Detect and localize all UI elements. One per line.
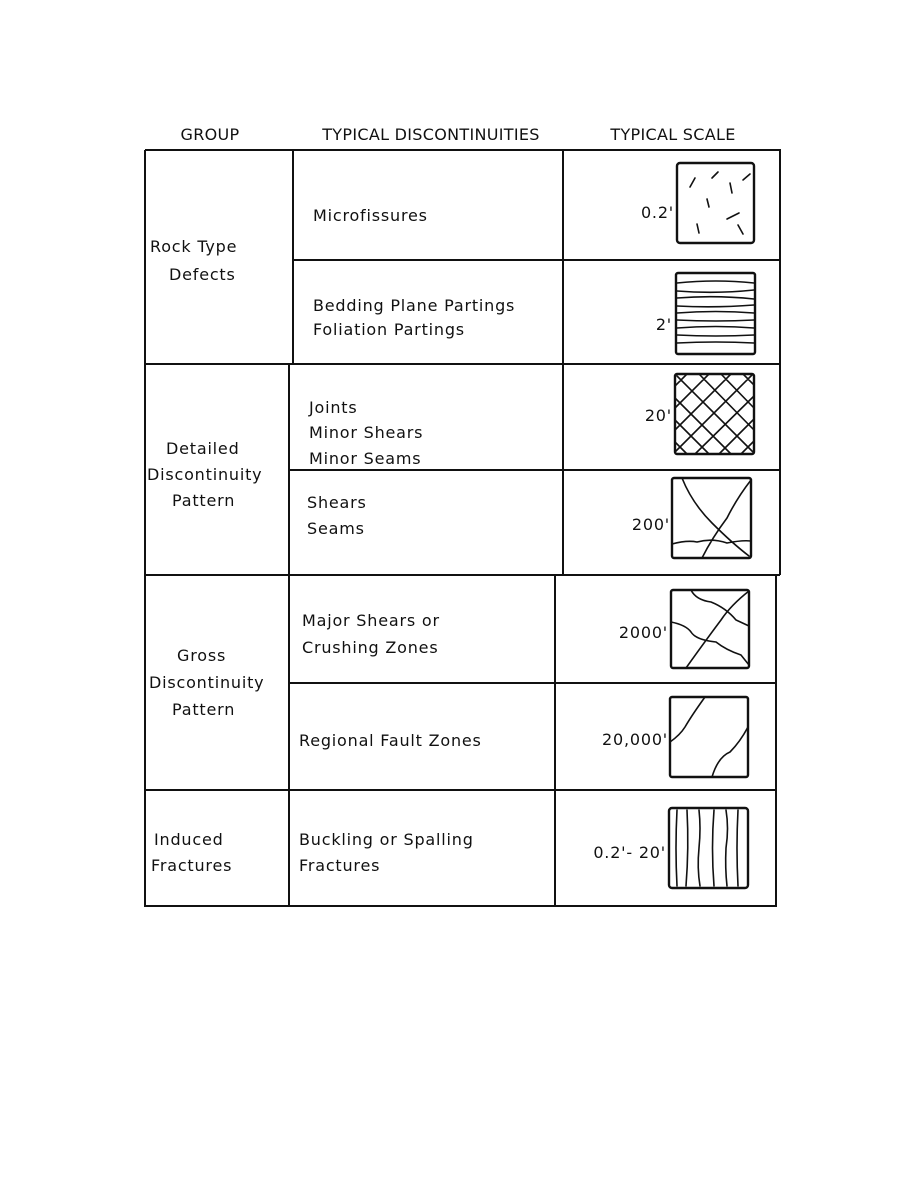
- discontinuity-text: Crushing Zones: [302, 638, 439, 657]
- discontinuity-text: Buckling or Spalling: [299, 830, 474, 849]
- discontinuity-text: Bedding Plane Partings: [313, 296, 516, 315]
- group-rock-type-defects-2: Defects: [169, 265, 236, 284]
- group-gross-3: Pattern: [172, 700, 236, 719]
- crosshatch-joints-pattern-icon: [675, 374, 754, 454]
- crushing-zones-pattern-icon: [671, 590, 749, 668]
- discontinuity-text: Regional Fault Zones: [299, 731, 482, 750]
- header-group: GROUP: [180, 125, 240, 144]
- discontinuity-text: Microfissures: [313, 206, 428, 225]
- discontinuity-text: Foliation Partings: [313, 320, 465, 339]
- discontinuity-text: Major Shears or: [302, 611, 440, 630]
- bedding-layers-pattern-icon: [676, 273, 755, 354]
- scale-label: 0.2': [640, 203, 674, 222]
- group-detailed-3: Pattern: [172, 491, 236, 510]
- scale-label: 20': [644, 406, 672, 425]
- discontinuity-text: Minor Seams: [309, 449, 422, 468]
- scale-label: 20,000': [602, 730, 668, 749]
- group-induced-2: Fractures: [151, 856, 233, 875]
- shears-pattern-icon: [672, 478, 751, 558]
- scale-label: 2000': [618, 623, 668, 642]
- scale-label: 0.2'- 20': [593, 843, 666, 862]
- header-discontinuities: TYPICAL DISCONTINUITIES: [322, 125, 540, 144]
- group-gross-1: Gross: [177, 646, 227, 665]
- vertical-fractures-pattern-icon: [669, 808, 748, 888]
- discontinuity-text: Joints: [309, 398, 358, 417]
- group-rock-type-defects-1: Rock Type: [150, 237, 238, 256]
- discontinuity-text: Shears: [307, 493, 367, 512]
- group-detailed-1: Detailed: [166, 439, 240, 458]
- discontinuity-text: Seams: [307, 519, 365, 538]
- group-induced-1: Induced: [154, 830, 224, 849]
- microfissure-pattern-icon: [677, 163, 754, 243]
- header-scale: TYPICAL SCALE: [610, 125, 736, 144]
- scale-label: 2': [655, 315, 672, 334]
- group-gross-2: Discontinuity: [149, 673, 265, 692]
- discontinuity-text: Minor Shears: [309, 423, 424, 442]
- scale-label: 200': [631, 515, 670, 534]
- fault-zones-pattern-icon: [670, 697, 748, 777]
- group-detailed-2: Discontinuity: [147, 465, 263, 484]
- discontinuity-text: Fractures: [299, 856, 381, 875]
